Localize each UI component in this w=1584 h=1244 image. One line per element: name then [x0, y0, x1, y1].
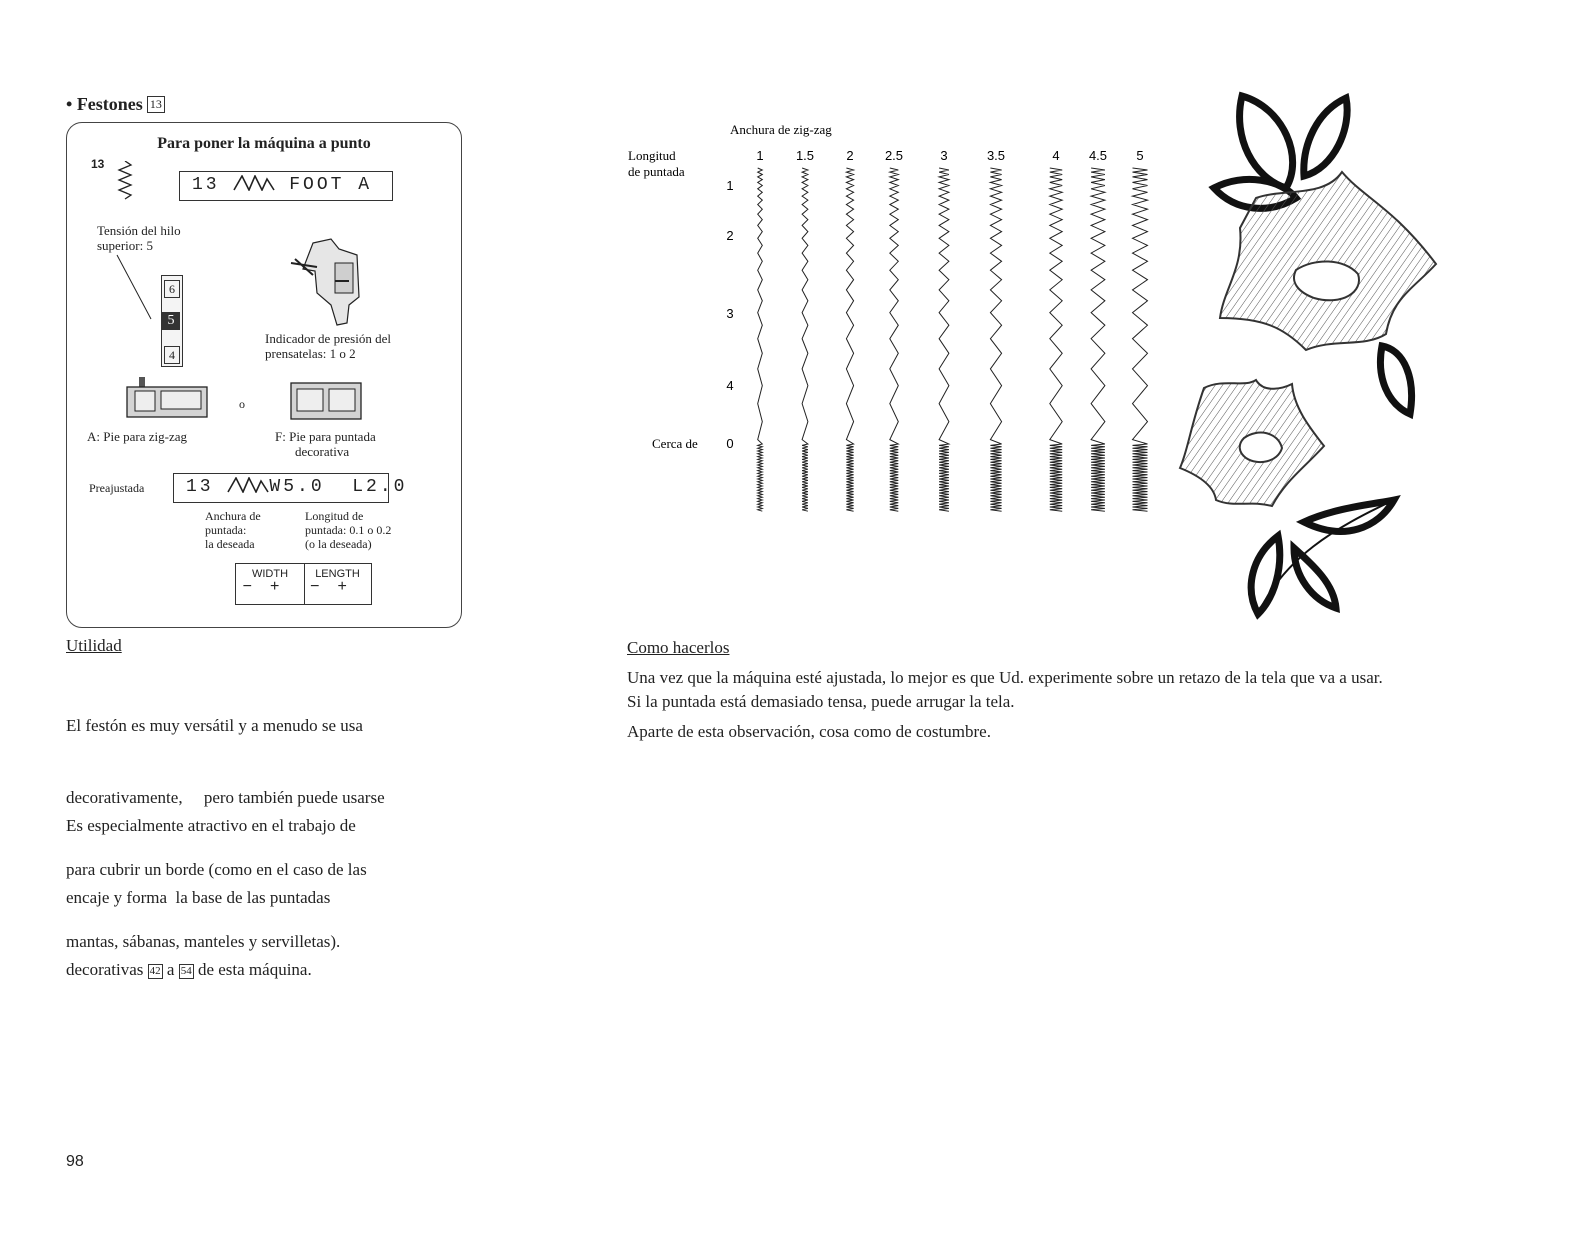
presser-indicator-icon: [283, 235, 373, 327]
section-title-text: Festones: [76, 94, 143, 114]
utilidad-paragraph-2: Es especialmente atractivo en el trabajo de encaje y forma la base de las puntadas decorativas 42 a 54 de esta máquina.: [66, 816, 356, 979]
stitch-chart: [620, 112, 1180, 532]
width-tick-label: 3: [940, 148, 948, 163]
length-note: Longitud de puntada: 0.1 o 0.2 (o la deseada): [305, 509, 392, 551]
width-tick-label: 5: [1136, 148, 1144, 163]
y-label-line1: Longitud: [628, 148, 676, 163]
width-tick-label: 2.5: [884, 148, 904, 163]
como-heading: Como hacerlos: [627, 638, 730, 657]
dial-value-4: 4: [164, 346, 180, 364]
tension-dial: [161, 275, 183, 367]
zigzag-foot-icon: [125, 375, 209, 421]
como-paragraph: [627, 666, 1547, 744]
setup-panel: [66, 122, 462, 628]
utilidad-paragraph-1: El festón es muy versátil y a menudo se usa decorativamente, pero también puede usarse para cubrir un borde (como en el caso de las mantas, sábanas, manteles y servilletas).: [66, 716, 385, 951]
or-word: o: [239, 397, 245, 411]
como-line-3: Aparte de esta observación, cosa como de costumbre.: [627, 722, 991, 741]
stitch-number-label: 13: [91, 157, 105, 171]
pressure-label: Indicador de presión del prensatelas: 1 o 2: [265, 331, 391, 361]
scallop-glyph-icon: [227, 477, 269, 493]
decorative-foot-icon: [289, 379, 363, 423]
zigzag-stitch-4.5: [1091, 168, 1105, 511]
width-tick-label: 1: [756, 148, 764, 163]
width-tick-label: 4.5: [1088, 148, 1108, 163]
lcd-display-2: 13 W5.0 L2.0: [173, 473, 389, 503]
tension-label: Tensión del hilo superior: 5: [97, 223, 181, 253]
como-line-1: Una vez que la máquina esté ajustada, lo mejor es que Ud. experimente sobre un retazo de la tela que va a usar.: [627, 668, 1383, 687]
page-number: 98: [66, 1153, 84, 1170]
zigzag-stitch-2: [846, 168, 853, 511]
panel-title: Para poner la máquina a punto: [157, 135, 371, 152]
length-button[interactable]: LENGTH −+: [310, 568, 365, 595]
chart-title: Anchura de zig-zag: [730, 122, 832, 137]
bullet: •: [66, 94, 73, 114]
scallop-stitch-icon: [117, 161, 133, 201]
length-tick-label: 0: [726, 436, 734, 451]
stitch-42-box: 42: [149, 965, 161, 977]
section-title: [66, 94, 165, 115]
zigzag-stitch-1.5: [802, 168, 808, 511]
zigzag-stitch-4: [1050, 168, 1062, 511]
dial-value-6: 6: [164, 280, 180, 298]
width-note: Anchura de puntada: la deseada: [205, 509, 261, 551]
width-tick-label: 1.5: [795, 148, 815, 163]
flower-embroidery-illustration: [1174, 88, 1444, 622]
length-tick-label: 4: [726, 378, 734, 393]
stitch-54-box: 54: [180, 965, 192, 977]
width-length-control: [235, 563, 372, 605]
foot-a-label: A: Pie para zig-zag: [87, 429, 187, 444]
length-tick-label: 2: [726, 228, 734, 243]
length-tick-label: 1: [726, 178, 734, 193]
foot-f-label: F: Pie para puntada decorativa: [275, 429, 376, 459]
zigzag-stitch-3.5: [990, 168, 1001, 511]
zigzag-stitch-3: [939, 168, 949, 511]
pointer-line: [107, 253, 167, 323]
zigzag-stitch-2.5: [890, 168, 899, 511]
width-tick-label: 3.5: [986, 148, 1006, 163]
y-label-line2: de puntada: [628, 164, 685, 179]
length-tick-label: 3: [726, 306, 734, 321]
zigzag-stitch-1: [758, 168, 763, 511]
dial-value-5: 5: [162, 312, 180, 330]
stitch-number-box: 13: [147, 96, 165, 113]
zigzag-stitch-5: [1133, 168, 1148, 511]
lcd-display-1: 13 FOOT A: [179, 171, 393, 201]
como-line-2: Si la puntada está demasiado tensa, puede arrugar la tela.: [627, 692, 1015, 711]
near-label: Cerca de: [652, 436, 698, 451]
width-button[interactable]: WIDTH −+: [236, 564, 305, 604]
width-tick-label: 4: [1052, 148, 1060, 163]
preset-label: Preajustada: [89, 481, 145, 495]
scallop-glyph-icon: [233, 175, 275, 191]
utilidad-heading: Utilidad: [66, 636, 122, 655]
width-tick-label: 2: [846, 148, 854, 163]
